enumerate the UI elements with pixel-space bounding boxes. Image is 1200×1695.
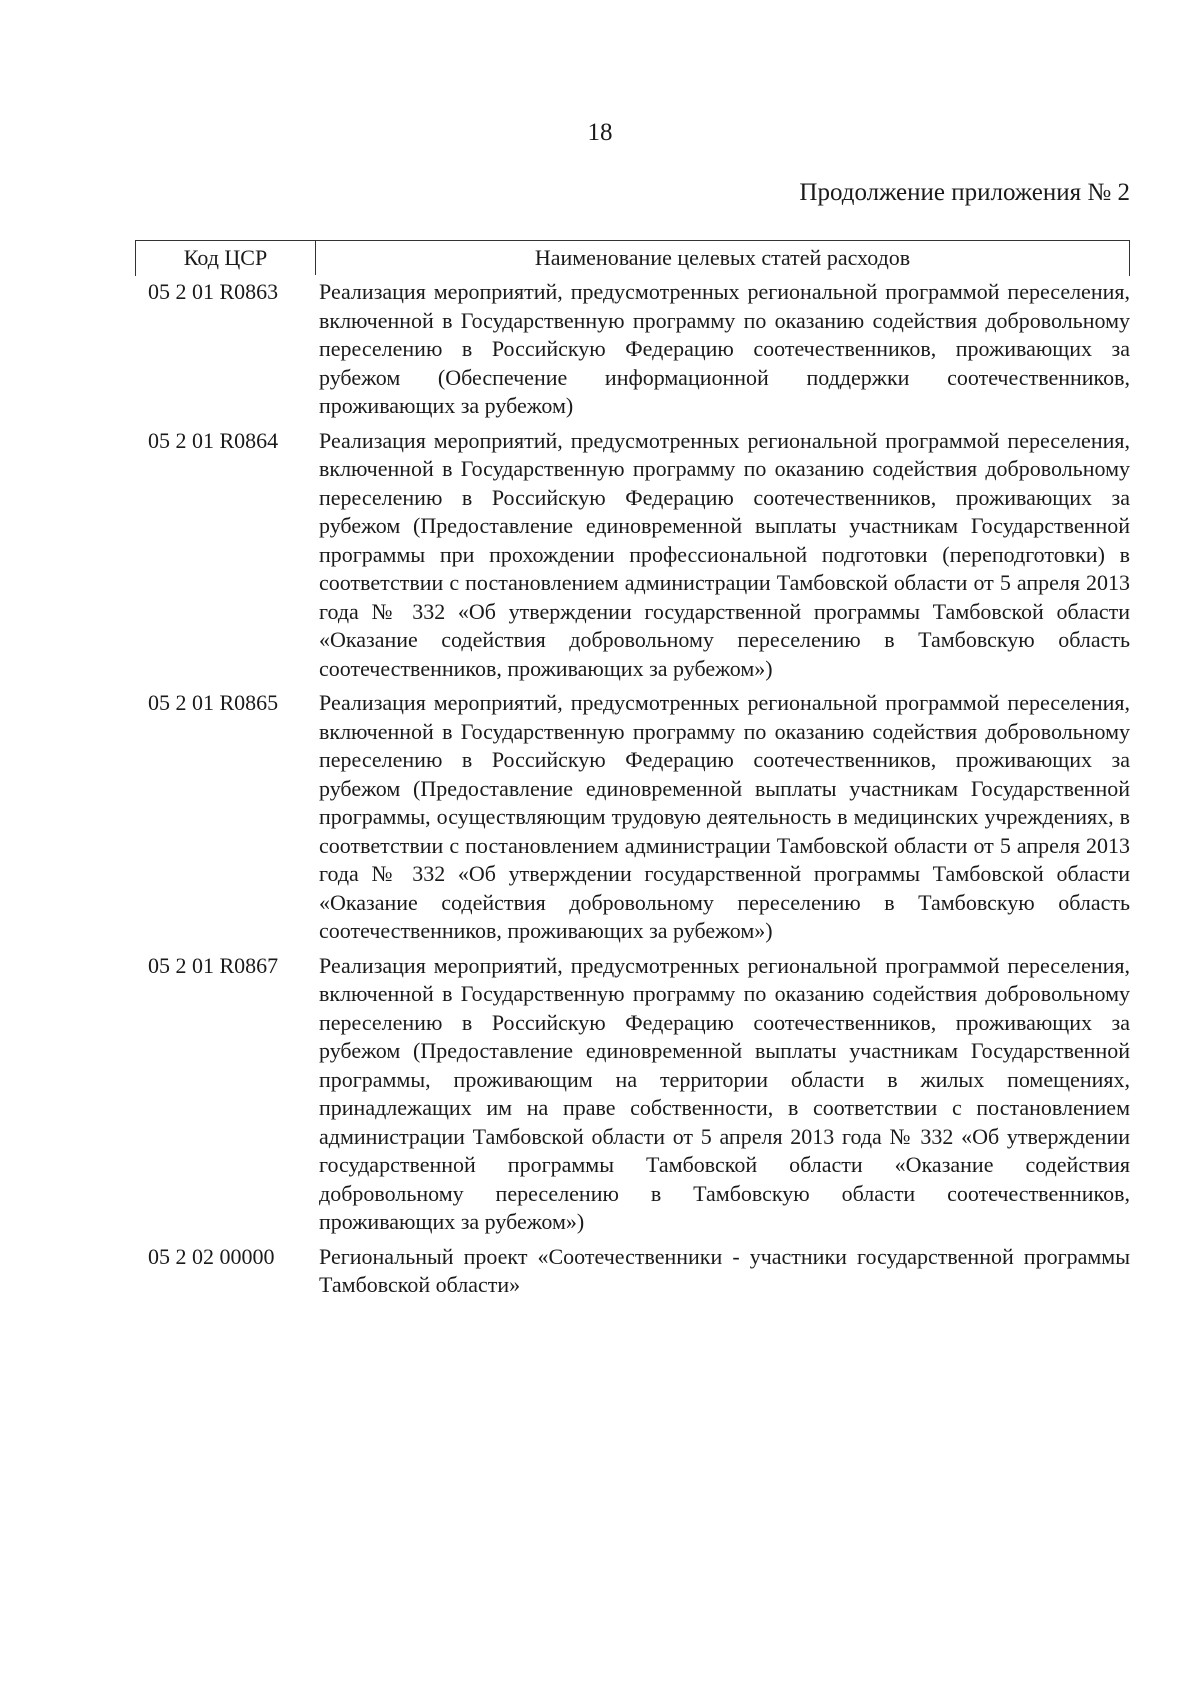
row-name: Реализация мероприятий, предусмотренных региональной программой переселения, включенной в Государственную программу по оказанию содействия добровольному переселению в Российскую Федерацию соотечественников, проживающих за рубежом (Предоставление единовременной выплаты участникам Государственной программы, проживающим на территории области в жилых помещениях, принадлежащих им на праве собственности, в соответствии с постановлением администрации Тамбовской области от 5 апреля 2013 года № 332 «Об утверждении государственной программы Тамбовской области «Оказание содействия добровольному переселению в Тамбовскую области соотечественников, проживающих за рубежом») (319, 952, 1130, 1234)
row-name: Реализация мероприятий, предусмотренных региональной программой переселения, включенной в Государственную программу по оказанию содействия добровольному переселению в Российскую Федерацию соотечественников, проживающих за рубежом (Предоставление единовременной выплаты участникам Государственной программы, осуществляющим трудовую деятельность в медицинских учреждениях, в соответствии с постановлением администрации Тамбовской области от 5 апреля 2013 года № 332 «Об утверждении государственной программы Тамбовской области «Оказание содействия добровольному переселению в Тамбовскую область соотечественников, проживающих за рубежом») (319, 690, 1130, 943)
header-name: Наименование целевых статей расходов (534, 245, 911, 270)
page-number: 18 (587, 119, 613, 146)
header-code: Код ЦСР (136, 241, 316, 275)
row-code: 05 2 01 R0867 (148, 952, 279, 978)
row-code: 05 2 01 R0864 (148, 427, 279, 453)
table-body (148, 278, 1130, 1306)
row-code: 05 2 02 00000 (148, 1243, 275, 1269)
table-row (148, 952, 1130, 1237)
table-row (148, 427, 1130, 684)
row-name: Региональный проект «Соотечественники - участники государственной программы Тамбовской области» (319, 1243, 1130, 1297)
row-code: 05 2 01 R0863 (148, 279, 279, 304)
row-name: Реализация мероприятий, предусмотренных региональной программой переселения, включенной в Государственную программу по оказанию содействия добровольному переселению в Российскую Федерацию соотечественников, проживающих за рубежом (Обеспечение информационной поддержки соотечественников, проживающих за рубежом) (319, 279, 1130, 418)
table-row (148, 1243, 1130, 1300)
continuation-label: Продолжение приложения № 2 (799, 179, 1130, 206)
table-header (135, 240, 1130, 276)
table-row (148, 278, 1130, 421)
row-name: Реализация мероприятий, предусмотренных региональной программой переселения, включенной в Государственную программу по оказанию содействия добровольному переселению в Российскую Федерацию соотечественников, проживающих за рубежом (Предоставление единовременной выплаты участникам Государственной программы при прохождении профессиональной подготовки (переподготовки) в соответствии с постановлением администрации Тамбовской области от 5 апреля 2013 года № 332 «Об утверждении государственной программы Тамбовской области «Оказание содействия добровольному переселению в Тамбовскую область соотечественников, проживающих за рубежом») (319, 427, 1130, 681)
table-row (148, 689, 1130, 946)
row-code: 05 2 01 R0865 (148, 690, 279, 715)
